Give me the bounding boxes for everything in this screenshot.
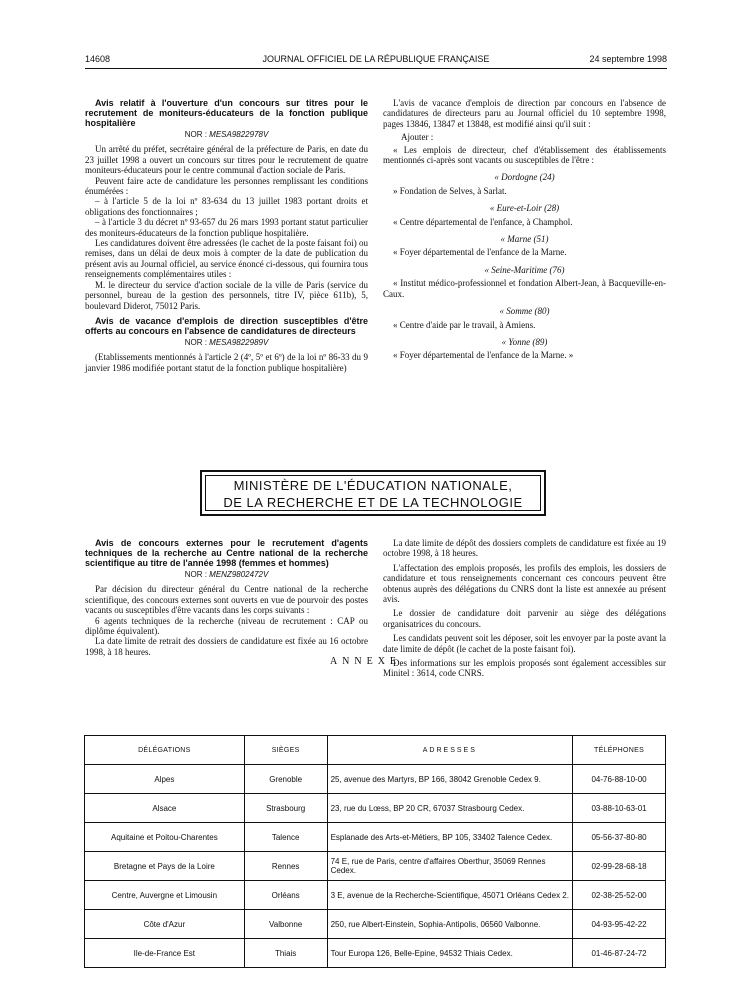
adresse-cell: 3 E, avenue de la Recherche-Scientifique, 45071 Orléans Cedex 2. bbox=[327, 881, 572, 910]
avis1-list-item-1: – à l'article 5 de la loi nº 83-634 du 13 juillet 1983 portant droits et obligations des fonctionnaires ; bbox=[85, 196, 368, 217]
col4-paragraph-3: Le dossier de candidature doit parvenir au siège des délégations organisatrices du concours. bbox=[383, 608, 666, 629]
table-row bbox=[85, 910, 666, 939]
adresse-cell: 23, rue du Lœss, BP 20 CR, 67037 Strasbourg Cedex. bbox=[327, 794, 572, 823]
avis2-paragraph-1: (Etablissements mentionnés à l'article 2 (4º, 5º et 6º) de la loi nº 86-33 du 9 janvier 1986 modifiée portant statut de la fonction publique hospitalière) bbox=[85, 352, 368, 373]
adresse-cell: Esplanade des Arts-et-Métiers, BP 105, 33402 Talence Cedex. bbox=[327, 823, 572, 852]
table-header-row bbox=[85, 736, 666, 765]
establishment-bacqueville: « Institut médico-professionnel et fondation Albert-Jean, à Bacqueville-en-Caux. bbox=[383, 278, 666, 299]
table-row bbox=[85, 852, 666, 881]
department-somme: « Somme (80) bbox=[499, 306, 550, 317]
avis1-list-item-2: – à l'article 3 du décret nº 93-657 du 26 mars 1993 portant statut particulier des moniteurs-éducateurs de la fonction publique hospitalière. bbox=[85, 217, 368, 238]
avis1-title: Avis relatif à l'ouverture d'un concours sur titres pour le recrutement de moniteurs-éducateurs de la fonction publique hospitalière bbox=[85, 98, 368, 128]
department-yonne: « Yonne (89) bbox=[501, 336, 548, 347]
ministry-line-1: MINISTÈRE DE L'ÉDUCATION NATIONALE, bbox=[233, 478, 513, 493]
table-row bbox=[85, 939, 666, 968]
table-row bbox=[85, 765, 666, 794]
issue-date: 24 septembre 1998 bbox=[589, 54, 667, 64]
concours-title: Avis de concours externes pour le recrutement d'agents techniques de la recherche au Centre national de la recherche scientifique au titre de l'année 1998 (femmes et hommes) bbox=[85, 538, 368, 568]
col2-paragraph-2: « Les emplois de directeur, chef d'établissement des établissements mentionnés ci-après sont vacants ou susceptibles de l'être : bbox=[383, 144, 666, 166]
col2-ajouter: Ajouter : bbox=[401, 132, 434, 143]
concours-paragraph-3: La date limite de retrait des dossiers de candidature est fixée au 16 octobre 1998, à 18 heures. bbox=[85, 636, 368, 657]
department-seine-maritime: « Seine-Maritime (76) bbox=[484, 264, 565, 275]
establishment-marne: « Foyer départemental de l'enfance de la Marne. bbox=[393, 247, 567, 258]
col4-paragraph-4: Les candidats peuvent soit les déposer, soit les envoyer par la poste avant la date limite de dépôt (le cachet de la poste faisant foi). bbox=[383, 633, 666, 654]
telephone-cell: 03-88-10-63-01 bbox=[573, 794, 666, 823]
department-marne: « Marne (51) bbox=[500, 234, 549, 245]
siege-cell: Thiais bbox=[244, 939, 327, 968]
establishment-yonne: « Foyer départemental de l'enfance de la Marne. » bbox=[393, 350, 574, 361]
establishment-champhol: « Centre départemental de l'enfance, à Champhol. bbox=[393, 216, 573, 227]
concours-nor: NOR : MENZ9802472V bbox=[184, 570, 269, 579]
col4-paragraph-1: La date limite de dépôt des dossiers complets de candidature est fixée au 19 octobre 1998, à 18 heures. bbox=[383, 538, 666, 559]
column-left-bottom bbox=[85, 538, 368, 657]
avis1-paragraph-4: M. le directeur du service d'action sociale de la ville de Paris (service du personnel, bureau de la gestion des personnels, titre IV, pièce 611b), 5, boulevard Diderot, 75012 Paris. bbox=[85, 279, 368, 311]
page-header bbox=[85, 54, 667, 68]
ministry-line-2: DE LA RECHERCHE ET DE LA TECHNOLOGIE bbox=[223, 495, 523, 510]
column-header-telephones: TÉLÉPHONES bbox=[573, 736, 666, 765]
ministry-heading-box bbox=[200, 470, 546, 516]
table-row bbox=[85, 881, 666, 910]
column-right-top bbox=[383, 98, 666, 361]
concours-paragraph-2: 6 agents techniques de la recherche (niveau de recrutement : CAP ou diplôme équivalent). bbox=[85, 615, 368, 637]
col4-paragraph-2: L'affectation des emplois proposés, les profils des emplois, les dossiers de candidature et tous renseignements concernant ces concours peuvent être obtenus auprès des délégations du CNRS dont la liste est annexée au présent avis. bbox=[383, 562, 666, 605]
telephone-cell: 04-76-88-10-00 bbox=[573, 765, 666, 794]
avis1-paragraph-3: Les candidatures doivent être adressées (le cachet de la poste faisant foi) ou remises, dans un délai de deux mois à compter de la date de publication du présent avis au Journal officiel, au service énoncé ci-dessous, qui fournira tous renseignements complémentaires utiles : bbox=[85, 238, 368, 280]
delegation-cell: Aquitaine et Poitou-Charentes bbox=[85, 823, 245, 852]
telephone-cell: 02-38-25-52-00 bbox=[573, 881, 666, 910]
establishment-amiens: « Centre d'aide par le travail, à Amiens. bbox=[393, 319, 536, 330]
delegation-cell: Côte d'Azur bbox=[85, 910, 245, 939]
avis1-nor: NOR : MESA9822978V bbox=[184, 130, 269, 139]
establishment-sarlat: » Fondation de Selves, à Sarlat. bbox=[393, 185, 507, 196]
table-row bbox=[85, 823, 666, 852]
avis2-title: Avis de vacance d'emplois de direction susceptibles d'être offerts au concours en l'absence de candidatures de directeurs bbox=[85, 315, 368, 336]
telephone-cell: 02-99-28-68-18 bbox=[573, 852, 666, 881]
column-header-delegations: DÉLÉGATIONS bbox=[85, 736, 245, 765]
avis2-nor: NOR : MESA9822989V bbox=[184, 337, 269, 347]
avis1-paragraph-2: Peuvent faire acte de candidature les personnes remplissant les conditions énumérées : bbox=[85, 175, 368, 197]
table-row bbox=[85, 794, 666, 823]
journal-title: JOURNAL OFFICIEL DE LA RÉPUBLIQUE FRANÇAISE bbox=[262, 54, 490, 64]
siege-cell: Strasbourg bbox=[244, 794, 327, 823]
adresse-cell: 25, avenue des Martyrs, BP 166, 38042 Grenoble Cedex 9. bbox=[327, 765, 572, 794]
telephone-cell: 05-56-37-80-80 bbox=[573, 823, 666, 852]
column-header-sieges: SIÈGES bbox=[244, 736, 327, 765]
telephone-cell: 04-93-95-42-22 bbox=[573, 910, 666, 939]
siege-cell: Rennes bbox=[244, 852, 327, 881]
delegation-cell: Bretagne et Pays de la Loire bbox=[85, 852, 245, 881]
adresse-cell: 74 E, rue de Paris, centre d'affaires Oberthur, 35069 Rennes Cedex. bbox=[327, 852, 572, 881]
concours-paragraph-1: Par décision du directeur général du Centre national de la recherche scientifique, des concours externes sont ouverts en vue de pourvoir des postes vacants ou susceptibles d'être vacants dans les corps suivants : bbox=[85, 584, 368, 616]
col2-paragraph-1: L'avis de vacance d'emplois de direction par concours en l'absence de candidatures de directeurs paru au Journal officiel du 10 septembre 1998, pages 13846, 13847 et 13848, est modifié ainsi qu'il suit : bbox=[383, 98, 666, 129]
col4-paragraph-5: Des informations sur les emplois proposés sont également accessibles sur Minitel : 3614, code CNRS. bbox=[383, 658, 666, 679]
department-dordogne: « Dordogne (24) bbox=[494, 172, 555, 183]
column-header-adresses: ADRESSES bbox=[327, 736, 572, 765]
delegation-cell: Centre, Auvergne et Limousin bbox=[85, 881, 245, 910]
delegation-cell: Alsace bbox=[85, 794, 245, 823]
siege-cell: Talence bbox=[244, 823, 327, 852]
siege-cell: Grenoble bbox=[244, 765, 327, 794]
column-left-top bbox=[85, 98, 368, 373]
ministry-inner-frame bbox=[205, 475, 541, 511]
delegation-cell: Alpes bbox=[85, 765, 245, 794]
page-number: 14608 bbox=[85, 54, 111, 64]
siege-cell: Valbonne bbox=[244, 910, 327, 939]
department-eure-et-loir: « Eure-et-Loir (28) bbox=[489, 203, 560, 214]
delegation-cell: Ile-de-France Est bbox=[85, 939, 245, 968]
annexe-heading: ANNEXE bbox=[329, 656, 402, 667]
delegations-table bbox=[84, 735, 666, 968]
header-rule bbox=[85, 68, 667, 69]
siege-cell: Orléans bbox=[244, 881, 327, 910]
avis1-paragraph-1: Un arrêté du préfet, secrétaire général de la préfecture de Paris, en date du 23 juillet 1998 a ouvert un concours sur titres pour le recrutement de quatre moniteurs-éducateurs pour le centre communal d'action sociale de Paris. bbox=[85, 144, 368, 176]
adresse-cell: Tour Europa 126, Belle-Epine, 94532 Thiais Cedex. bbox=[327, 939, 572, 968]
adresse-cell: 250, rue Albert-Einstein, Sophia-Antipolis, 06560 Valbonne. bbox=[327, 910, 572, 939]
telephone-cell: 01-46-87-24-72 bbox=[573, 939, 666, 968]
